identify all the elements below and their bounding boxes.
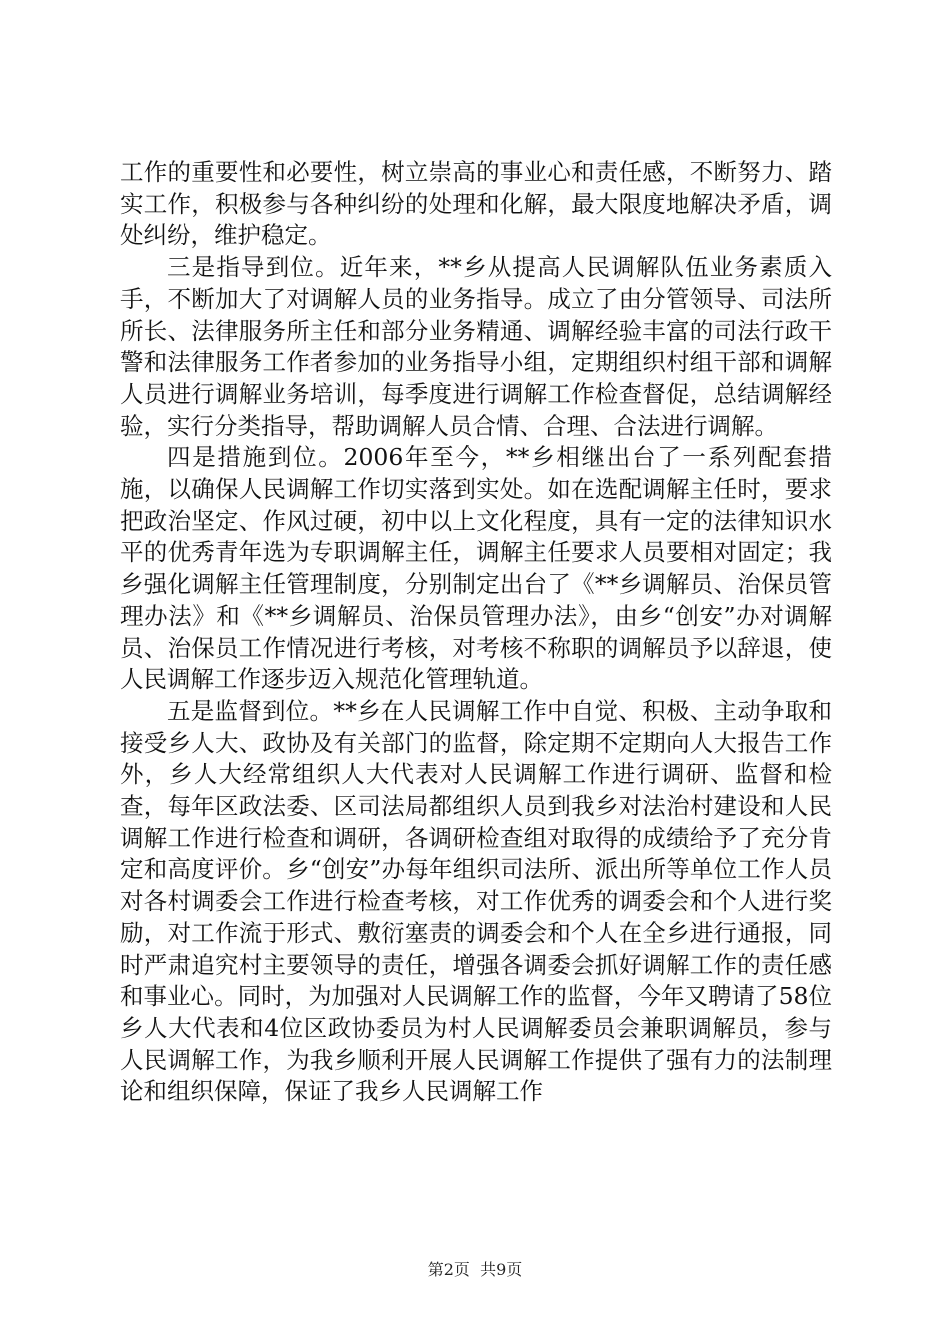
paragraph-supervision: 五是监督到位。**乡在人民调解工作中自觉、积极、主动争取和接受乡人大、政协及有关部门的监督，除定期不定期向人大报告工作外，乡人大经常组织人大代表对人民调解工作进行调研、监督和检查，每年区政法委、区司法局都组织人员到我乡对法治村建设和人民调解工作进行检查和调研，各调研检查组对取得的成绩给予了充分肯定和高度评价。乡“创安”办每年组织司法所、派出所等单位工作人员对各村调委会工作进行检查考核，对工作优秀的调委会和个人进行奖励，对工作流于形式、敷衍塞责的调委会和个人在全乡进行通报，同时严肃追究村主要领导的责任，增强各调委会抓好调解工作的责任感和事业心。同时，为加强对人民调解工作的监督，今年又聘请了58位乡人大代表和4位区政协委员为村人民调解委员会兼职调解员，参与人民调解工作，为我乡顺利开展人民调解工作提供了强有力的法制理论和组织保障，保证了我乡人民调解工作 <box>120 696 832 1106</box>
paragraph-measures: 四是措施到位。2006年至今，**乡相继出台了一系列配套措施，以确保人民调解工作切实落到实处。如在选配调解主任时，要求把政治坚定、作风过硬，初中以上文化程度，具有一定的法律知识水平的优秀青年选为专职调解主任，调解主任要求人员要相对固定；我乡强化调解主任管理制度，分别制定出台了《**乡调解员、治保员管理办法》和《**乡调解员、治保员管理办法》，由乡“创安”办对调解员、治保员工作情况进行考核，对考核不称职的调解员予以辞退，使人民调解工作逐步迈入规范化管理轨道。 <box>120 443 832 694</box>
paragraph-guidance: 三是指导到位。近年来，**乡从提高人民调解队伍业务素质入手，不断加大了对调解人员的业务指导。成立了由分管领导、司法所所长、法律服务所主任和部分业务精通、调解经验丰富的司法行政干警和法律服务工作者参加的业务指导小组，定期组织村组干部和调解人员进行调解业务培训，每季度进行调解工作检查督促，总结调解经验，实行分类指导，帮助调解人员合情、合理、合法进行调解。 <box>120 253 832 440</box>
paragraph-continuation: 工作的重要性和必要性，树立崇高的事业心和责任感，不断努力、踏实工作，积极参与各种纠纷的处理和化解，最大限度地解决矛盾，调处纠纷，维护稳定。 <box>120 158 832 250</box>
page-footer: 第2页 共9页 <box>427 1260 523 1279</box>
document-body <box>120 157 832 1108</box>
